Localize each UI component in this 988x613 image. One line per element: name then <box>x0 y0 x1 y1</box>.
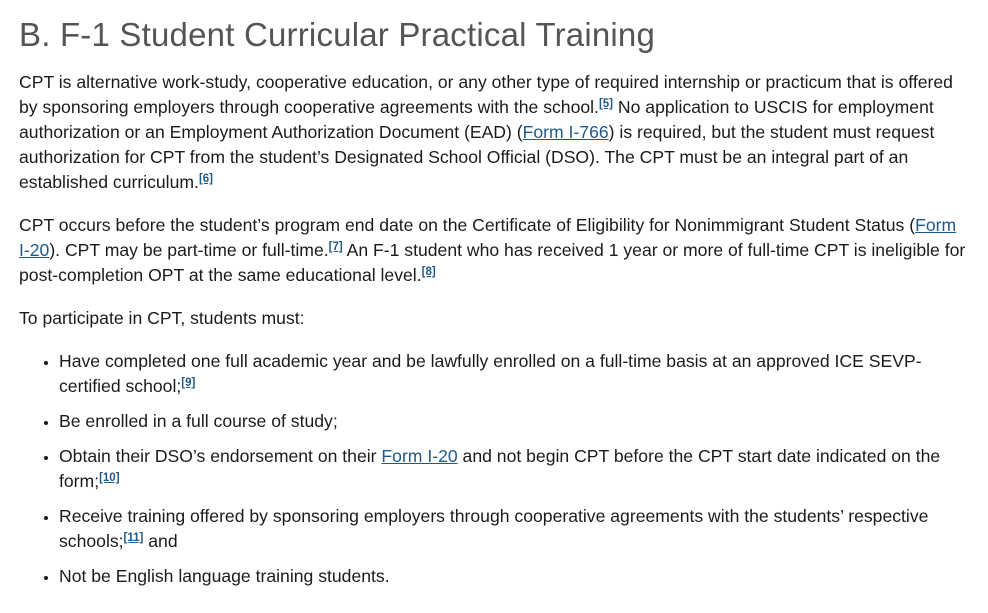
para1-text-1: CPT is alternative work-study, cooperative education, or any other type of required internship or practicum that is offered by sponsoring employers through cooperative agreements with the school. <box>19 72 953 117</box>
para2-text-3: An F-1 student who has received 1 year or more of full-time CPT is ineligible for post-completion OPT at the same educational level. <box>19 240 966 285</box>
footnote-7-link[interactable]: [7] <box>328 241 343 253</box>
cpt-timing-paragraph <box>19 213 968 288</box>
footnote-5-link[interactable]: [5] <box>598 98 614 110</box>
list-item <box>59 409 968 434</box>
form-i-766-link[interactable]: Form I-766 <box>522 122 609 142</box>
section-heading: B. F-1 Student Curricular Practical Training <box>19 16 656 53</box>
item4-text-2: and <box>143 531 178 551</box>
item1-text: Have completed one full academic year and be lawfully enrolled on a full-time basis at an approved ICE SEVP-certified school; <box>59 351 922 396</box>
list-item <box>59 349 968 399</box>
para2-text-2: ). CPT may be part-time or full-time. <box>49 240 329 260</box>
list-item <box>59 444 968 494</box>
footnote-11 <box>124 532 144 544</box>
footnote-11-link[interactable]: [11] <box>123 532 144 544</box>
form-i-20-link-2[interactable]: Form I-20 <box>381 446 458 466</box>
list-item <box>59 564 968 589</box>
item4-text-1: Receive training offered by sponsoring employers through cooperative agreements with the students’ respective schools; <box>59 506 929 551</box>
footnote-6-link[interactable]: [6] <box>198 173 213 185</box>
item2-text: Be enrolled in a full course of study; <box>59 411 338 431</box>
requirements-list <box>19 349 968 589</box>
para1-text-2: No application to USCIS for employment authorization or an Employment Authorization Document (EAD) ( <box>19 97 934 142</box>
list-item <box>59 504 968 554</box>
para2-text-1: CPT occurs before the student’s program end date on the Certificate of Eligibility for Nonimmigrant Student Status ( <box>19 215 916 235</box>
footnote-10 <box>99 472 119 484</box>
footnote-6 <box>199 173 213 185</box>
item3-text-2: and not begin CPT before the CPT start date indicated on the form; <box>59 446 941 491</box>
form-i-20-link[interactable]: Form I-20 <box>19 215 957 260</box>
para1-text-3: ) is required, but the student must request authorization for CPT from the student’s Designated School Official (DSO). The CPT must be an integral part of an established curriculum. <box>19 122 935 192</box>
item5-text: Not be English language training students. <box>59 566 390 586</box>
requirements-intro: To participate in CPT, students must: <box>19 308 305 328</box>
footnote-9-link[interactable]: [9] <box>181 377 196 389</box>
footnote-8-link[interactable]: [8] <box>421 266 436 278</box>
footnote-7 <box>329 241 343 253</box>
footnote-8 <box>422 266 436 278</box>
footnote-5 <box>599 98 613 110</box>
cpt-definition-paragraph <box>19 70 968 195</box>
footnote-9 <box>181 377 195 389</box>
item3-text-1: Obtain their DSO’s endorsement on their <box>59 446 382 466</box>
footnote-10-link[interactable]: [10] <box>99 472 120 484</box>
